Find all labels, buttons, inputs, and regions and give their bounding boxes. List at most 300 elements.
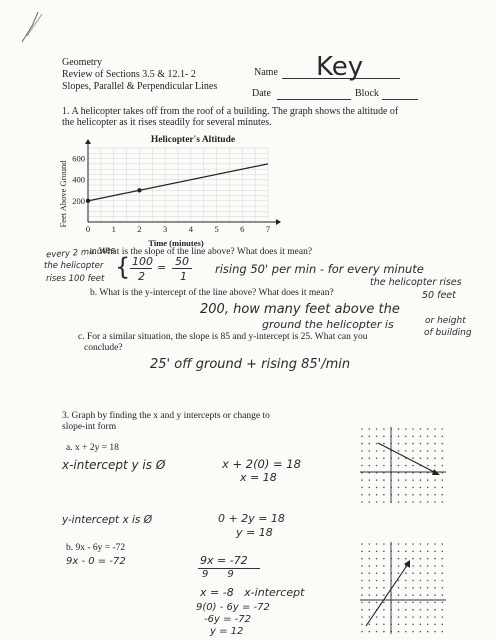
grid-dot bbox=[383, 587, 385, 589]
grid-dot bbox=[434, 602, 436, 604]
grid-dot bbox=[405, 494, 407, 496]
grid-dot bbox=[427, 572, 429, 574]
grid-dot bbox=[412, 609, 414, 611]
grid-dot bbox=[442, 594, 444, 596]
grid-dot bbox=[369, 572, 371, 574]
grid-dot bbox=[369, 565, 371, 567]
q1-prompt-line1: 1. A helicopter takes off from the roof of a building. The graph shows the altitude of bbox=[62, 106, 399, 117]
grid-dot bbox=[376, 580, 378, 582]
grid-dot bbox=[398, 558, 400, 560]
grid-dot bbox=[434, 428, 436, 430]
grid-dot bbox=[369, 580, 371, 582]
q1a-work-left2: the helicopter bbox=[44, 261, 104, 271]
q3a-y-calc: 0 + 2y = 18 bbox=[218, 512, 285, 525]
grid-b-graph-line bbox=[366, 564, 408, 626]
grid-dot bbox=[369, 436, 371, 438]
grid-dot bbox=[434, 443, 436, 445]
grid-dot bbox=[361, 594, 363, 596]
grid-dot bbox=[369, 428, 371, 430]
grid-dot bbox=[427, 580, 429, 582]
grid-dot bbox=[398, 580, 400, 582]
grid-dot bbox=[361, 609, 363, 611]
grid-dot bbox=[361, 479, 363, 481]
q3b-work4: y = 12 bbox=[210, 626, 244, 637]
grid-dot bbox=[434, 487, 436, 489]
grid-dot bbox=[427, 428, 429, 430]
grid-dot bbox=[420, 616, 422, 618]
grid-dot bbox=[376, 558, 378, 560]
grid-dot bbox=[376, 587, 378, 589]
q1a-equals: = bbox=[157, 261, 167, 274]
chart-grid bbox=[88, 148, 268, 222]
grid-dot bbox=[420, 565, 422, 567]
grid-dot bbox=[405, 631, 407, 633]
grid-dot bbox=[442, 602, 444, 604]
grid-dot bbox=[398, 551, 400, 553]
grid-dot bbox=[412, 587, 414, 589]
q3b-division: 9x = -72 bbox=[200, 554, 248, 567]
coordinate-grid-b bbox=[358, 540, 448, 636]
grid-dot bbox=[412, 457, 414, 459]
grid-dot bbox=[369, 443, 371, 445]
grid-dot bbox=[427, 624, 429, 626]
date-label: Date bbox=[252, 88, 271, 99]
grid-dot bbox=[383, 594, 385, 596]
grid-dot bbox=[398, 565, 400, 567]
block-line bbox=[382, 99, 418, 100]
grid-dot bbox=[420, 487, 422, 489]
grid-dot bbox=[369, 465, 371, 467]
q1a-answer3: 50 feet bbox=[422, 290, 456, 301]
grid-dot bbox=[405, 572, 407, 574]
data-point bbox=[86, 199, 90, 203]
grid-dot bbox=[420, 501, 422, 503]
grid-dot bbox=[434, 457, 436, 459]
q1b-answer1: 200, how many feet above the bbox=[200, 302, 400, 317]
data-point bbox=[137, 188, 141, 192]
q3b-equation: b. 9x - 6y = -72 bbox=[66, 543, 126, 553]
grid-dot bbox=[420, 450, 422, 452]
grid-dot bbox=[376, 457, 378, 459]
grid-dot bbox=[427, 551, 429, 553]
grid-dot bbox=[361, 551, 363, 553]
grid-dot bbox=[434, 609, 436, 611]
topic-title: Slopes, Parallel & Perpendicular Lines bbox=[62, 81, 218, 92]
grid-dot bbox=[361, 624, 363, 626]
x-tick-label: 7 bbox=[265, 224, 271, 234]
grid-dot bbox=[412, 551, 414, 553]
grid-dot bbox=[398, 572, 400, 574]
grid-dot bbox=[383, 616, 385, 618]
grid-dot bbox=[405, 558, 407, 560]
chart-x-label: Time (minutes) bbox=[148, 238, 204, 248]
x-tick-label: 0 bbox=[85, 224, 91, 234]
grid-dot bbox=[405, 609, 407, 611]
grid-dot bbox=[420, 587, 422, 589]
y-tick-label: 200 bbox=[72, 195, 85, 206]
grid-dot bbox=[434, 587, 436, 589]
grid-dot bbox=[398, 428, 400, 430]
grid-dot bbox=[361, 436, 363, 438]
grid-dot bbox=[434, 565, 436, 567]
grid-dot bbox=[434, 624, 436, 626]
grid-dot bbox=[412, 565, 414, 567]
grid-dot bbox=[376, 565, 378, 567]
grid-dot bbox=[420, 436, 422, 438]
grid-dot bbox=[427, 457, 429, 459]
y-tick-label: 600 bbox=[72, 153, 85, 164]
grid-dot bbox=[369, 631, 371, 633]
grid-dot bbox=[442, 501, 444, 503]
grid-dot bbox=[420, 558, 422, 560]
grid-dot bbox=[405, 465, 407, 467]
grid-dot bbox=[376, 631, 378, 633]
grid-dot bbox=[361, 487, 363, 489]
grid-dot bbox=[434, 436, 436, 438]
grid-dot bbox=[376, 443, 378, 445]
grid-dot bbox=[412, 594, 414, 596]
grid-dot bbox=[383, 624, 385, 626]
grid-dot bbox=[369, 558, 371, 560]
grid-dot bbox=[442, 558, 444, 560]
grid-dot bbox=[420, 443, 422, 445]
grid-b-arrow-icon bbox=[404, 560, 410, 568]
grid-dot bbox=[420, 602, 422, 604]
grid-dot bbox=[420, 457, 422, 459]
grid-dot bbox=[383, 551, 385, 553]
q3b-work1: 9x - 0 = -72 bbox=[66, 556, 126, 567]
grid-dot bbox=[427, 602, 429, 604]
grid-dot bbox=[405, 602, 407, 604]
grid-dot bbox=[398, 609, 400, 611]
grid-dot bbox=[412, 436, 414, 438]
grid-dot bbox=[442, 551, 444, 553]
q3a-x-intercept: x-intercept y is Ø bbox=[62, 458, 166, 472]
q3b-work2: 9(0) - 6y = -72 bbox=[196, 602, 270, 613]
grid-dot bbox=[376, 436, 378, 438]
grid-dot bbox=[398, 602, 400, 604]
grid-dot bbox=[442, 580, 444, 582]
q1a-frac1-den: 2 bbox=[138, 270, 145, 283]
q3-prompt-line2: slope-int form bbox=[62, 422, 117, 432]
grid-dot bbox=[361, 457, 363, 459]
grid-dot bbox=[383, 565, 385, 567]
q1a-work-left1: every 2 minutes bbox=[45, 245, 116, 261]
grid-dot bbox=[361, 450, 363, 452]
grid-dot bbox=[383, 450, 385, 452]
grid-dot bbox=[434, 616, 436, 618]
grid-dot bbox=[376, 479, 378, 481]
grid-dot bbox=[398, 594, 400, 596]
chart-series bbox=[86, 164, 268, 203]
grid-dot bbox=[398, 543, 400, 545]
grid-dot bbox=[383, 609, 385, 611]
name-label: Name bbox=[254, 67, 278, 78]
grid-dot bbox=[442, 631, 444, 633]
grid-dot bbox=[369, 450, 371, 452]
grid-dot bbox=[405, 479, 407, 481]
grid-dot bbox=[383, 428, 385, 430]
grid-dot bbox=[442, 624, 444, 626]
grid-dot bbox=[398, 487, 400, 489]
grid-dot bbox=[398, 465, 400, 467]
grid-dot bbox=[383, 572, 385, 574]
q1a-brace: { bbox=[115, 253, 131, 281]
grid-dot bbox=[398, 631, 400, 633]
grid-dot bbox=[434, 450, 436, 452]
grid-dot bbox=[369, 587, 371, 589]
corner-scribble bbox=[18, 6, 48, 46]
q3a-equation: a. x + 2y = 18 bbox=[66, 443, 119, 453]
grid-dot bbox=[434, 494, 436, 496]
q1a-prompt: a. What is the slope of the line above? What does it mean? bbox=[90, 247, 313, 257]
grid-dot bbox=[405, 616, 407, 618]
grid-dot bbox=[434, 631, 436, 633]
q3a-y-intercept: y-intercept x is Ø bbox=[62, 514, 152, 526]
grid-dot bbox=[427, 479, 429, 481]
q3b-x-result: x = -8 x-intercept bbox=[200, 586, 305, 599]
grid-dot bbox=[361, 428, 363, 430]
x-tick-label: 6 bbox=[240, 224, 245, 234]
grid-dot bbox=[369, 551, 371, 553]
grid-dot bbox=[442, 457, 444, 459]
grid-dot bbox=[369, 457, 371, 459]
grid-dot bbox=[383, 631, 385, 633]
grid-dot bbox=[383, 465, 385, 467]
chart-y-label: Feet Above Ground bbox=[58, 160, 68, 228]
grid-dot bbox=[442, 543, 444, 545]
grid-dot bbox=[442, 465, 444, 467]
grid-dot bbox=[420, 479, 422, 481]
grid-dot bbox=[420, 572, 422, 574]
x-tick-label: 4 bbox=[188, 224, 193, 234]
grid-dot bbox=[398, 436, 400, 438]
grid-dot bbox=[376, 551, 378, 553]
grid-dot bbox=[412, 501, 414, 503]
grid-dot bbox=[398, 587, 400, 589]
grid-dot bbox=[383, 479, 385, 481]
course-title: Geometry bbox=[62, 57, 102, 68]
grid-dot bbox=[383, 543, 385, 545]
grid-dot bbox=[412, 572, 414, 574]
grid-dot bbox=[361, 501, 363, 503]
q1a-frac1-num: 100 bbox=[132, 255, 153, 268]
grid-dot bbox=[376, 594, 378, 596]
grid-dot bbox=[420, 494, 422, 496]
q1a-answer: rising 50' per min - for every minute bbox=[215, 262, 424, 276]
grid-dot bbox=[427, 443, 429, 445]
grid-dot bbox=[434, 543, 436, 545]
grid-dot bbox=[442, 479, 444, 481]
grid-dot bbox=[427, 450, 429, 452]
grid-dot bbox=[442, 494, 444, 496]
grid-dot bbox=[412, 465, 414, 467]
q3a-x-result: x = 18 bbox=[240, 471, 277, 484]
grid-dot bbox=[369, 602, 371, 604]
grid-dot bbox=[361, 494, 363, 496]
x-tick-label: 2 bbox=[137, 224, 142, 234]
grid-dot bbox=[369, 494, 371, 496]
grid-dot bbox=[383, 487, 385, 489]
grid-dot bbox=[427, 501, 429, 503]
grid-dot bbox=[412, 558, 414, 560]
y-tick-label: 400 bbox=[72, 174, 85, 185]
q3a-x-calc: x + 2(0) = 18 bbox=[222, 457, 301, 471]
q1b-answer2: ground the helicopter is bbox=[262, 318, 394, 331]
grid-dot bbox=[361, 631, 363, 633]
grid-dot bbox=[412, 543, 414, 545]
grid-dot bbox=[369, 501, 371, 503]
grid-dot bbox=[376, 428, 378, 430]
date-line bbox=[277, 99, 351, 100]
grid-dot bbox=[427, 494, 429, 496]
grid-dot bbox=[412, 631, 414, 633]
grid-dot bbox=[427, 631, 429, 633]
grid-dot bbox=[405, 443, 407, 445]
grid-dot bbox=[405, 624, 407, 626]
grid-dot bbox=[420, 551, 422, 553]
q1c-prompt-line2: conclude? bbox=[84, 343, 123, 353]
grid-dot bbox=[405, 587, 407, 589]
grid-dot bbox=[434, 558, 436, 560]
q1a-frac2-den: 1 bbox=[180, 270, 187, 283]
grid-dot bbox=[434, 594, 436, 596]
grid-dot bbox=[434, 551, 436, 553]
q1a-frac2-bar bbox=[172, 268, 192, 269]
grid-dot bbox=[361, 602, 363, 604]
grid-dot bbox=[369, 594, 371, 596]
grid-dot bbox=[420, 624, 422, 626]
x-tick-label: 5 bbox=[214, 224, 219, 234]
grid-dot bbox=[398, 450, 400, 452]
name-value: Key bbox=[316, 52, 364, 82]
grid-dot bbox=[369, 609, 371, 611]
grid-dot bbox=[376, 572, 378, 574]
grid-dot bbox=[361, 580, 363, 582]
grid-dot bbox=[442, 487, 444, 489]
grid-dot bbox=[442, 616, 444, 618]
grid-dot bbox=[405, 543, 407, 545]
grid-dot bbox=[376, 624, 378, 626]
coordinate-grid-a bbox=[358, 425, 448, 505]
grid-dot bbox=[383, 580, 385, 582]
grid-dot bbox=[376, 602, 378, 604]
grid-dot bbox=[420, 428, 422, 430]
grid-dot bbox=[412, 479, 414, 481]
q3a-y-result: y = 18 bbox=[236, 526, 273, 539]
grid-dot bbox=[376, 494, 378, 496]
grid-dot bbox=[369, 479, 371, 481]
grid-dot bbox=[412, 428, 414, 430]
altitude-chart bbox=[58, 130, 308, 248]
grid-dot bbox=[427, 587, 429, 589]
grid-dot bbox=[412, 580, 414, 582]
grid-dot bbox=[369, 624, 371, 626]
q1a-frac1-bar bbox=[130, 268, 152, 269]
grid-dot bbox=[412, 624, 414, 626]
grid-dot bbox=[383, 558, 385, 560]
grid-dot bbox=[369, 616, 371, 618]
grid-dot bbox=[412, 616, 414, 618]
grid-dot bbox=[427, 594, 429, 596]
grid-dot bbox=[376, 543, 378, 545]
grid-dot bbox=[412, 443, 414, 445]
grid-dot bbox=[427, 616, 429, 618]
grid-dot bbox=[427, 558, 429, 560]
y-axis-arrow bbox=[85, 139, 91, 144]
grid-dot bbox=[434, 501, 436, 503]
grid-dot bbox=[442, 565, 444, 567]
grid-dot bbox=[376, 616, 378, 618]
grid-dot bbox=[434, 572, 436, 574]
block-label: Block bbox=[355, 88, 379, 99]
grid-dot bbox=[442, 587, 444, 589]
grid-dot bbox=[442, 428, 444, 430]
grid-dot bbox=[405, 436, 407, 438]
grid-dot bbox=[361, 587, 363, 589]
grid-dot bbox=[398, 443, 400, 445]
chart-axes bbox=[85, 139, 281, 225]
grid-dot bbox=[442, 450, 444, 452]
grid-dot bbox=[442, 443, 444, 445]
q1b-prompt: b. What is the y-intercept of the line above? What does it mean? bbox=[90, 288, 334, 298]
grid-dot bbox=[361, 543, 363, 545]
grid-dot bbox=[434, 580, 436, 582]
grid-dot bbox=[398, 624, 400, 626]
grid-dot bbox=[361, 565, 363, 567]
q1a-work-left3: rises 100 feet bbox=[46, 274, 105, 284]
grid-dot bbox=[383, 436, 385, 438]
grid-dot bbox=[405, 580, 407, 582]
grid-dot bbox=[398, 494, 400, 496]
grid-dot bbox=[398, 501, 400, 503]
grid-dot bbox=[442, 609, 444, 611]
grid-dot bbox=[420, 609, 422, 611]
grid-dot bbox=[442, 572, 444, 574]
grid-dot bbox=[361, 465, 363, 467]
grid-dot bbox=[427, 609, 429, 611]
grid-dot bbox=[376, 487, 378, 489]
grid-dot bbox=[361, 558, 363, 560]
q3-prompt-line1: 3. Graph by finding the x and y intercepts or change to bbox=[62, 411, 270, 421]
grid-dot bbox=[427, 565, 429, 567]
grid-dot bbox=[434, 465, 436, 467]
grid-dot bbox=[405, 501, 407, 503]
x-axis-arrow bbox=[276, 219, 281, 225]
q1b-answer3: or height bbox=[425, 316, 466, 326]
grid-dot bbox=[405, 487, 407, 489]
review-title: Review of Sections 3.5 & 12.1- 2 bbox=[62, 69, 196, 80]
grid-dot bbox=[361, 443, 363, 445]
grid-dot bbox=[369, 487, 371, 489]
grid-dot bbox=[405, 450, 407, 452]
grid-dot bbox=[405, 428, 407, 430]
q1a-frac2-num: 50 bbox=[175, 255, 189, 268]
grid-dot bbox=[427, 487, 429, 489]
grid-dot bbox=[412, 450, 414, 452]
grid-dot bbox=[383, 494, 385, 496]
grid-dot bbox=[420, 594, 422, 596]
grid-dot bbox=[412, 602, 414, 604]
grid-dot bbox=[412, 494, 414, 496]
grid-dot bbox=[361, 572, 363, 574]
x-tick-label: 1 bbox=[111, 224, 116, 234]
grid-dot bbox=[420, 543, 422, 545]
q1c-answer: 25' off ground + rising 85'/min bbox=[150, 357, 351, 372]
grid-dot bbox=[412, 487, 414, 489]
grid-dot bbox=[361, 616, 363, 618]
grid-dot bbox=[405, 594, 407, 596]
